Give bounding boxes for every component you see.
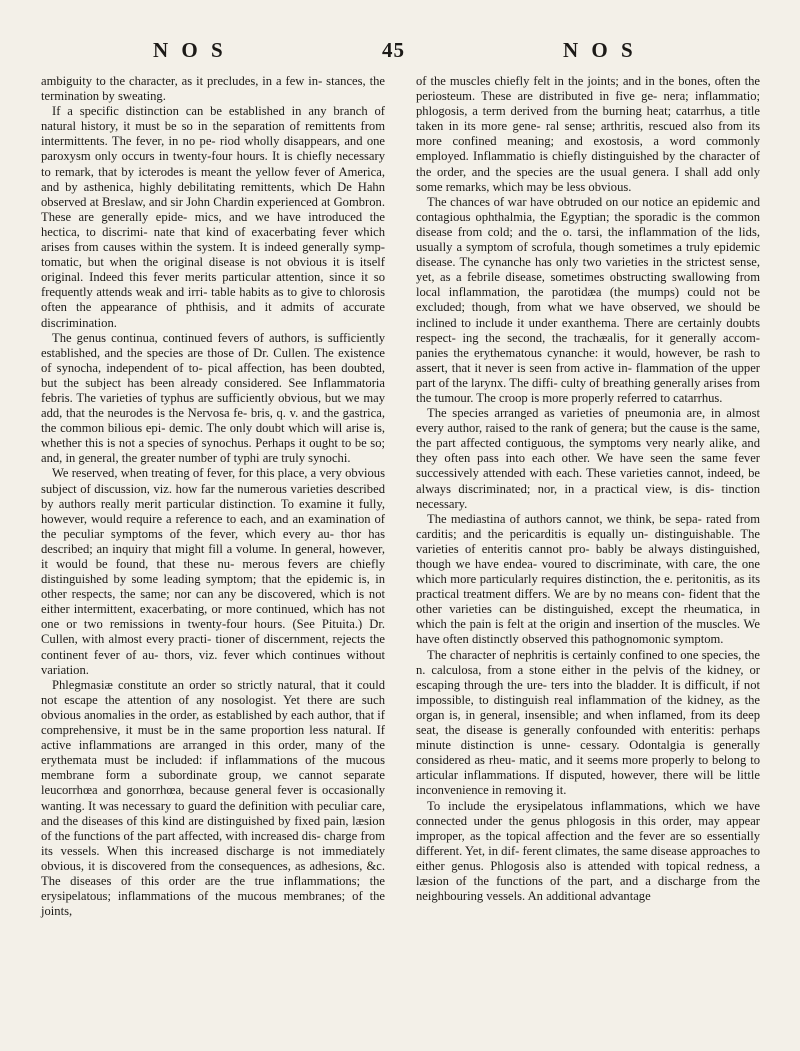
paragraph: The character of nephritis is certainly confined to one species, the n. calculosa, from a stone either in the pelvis of the kidney, or escaping through the ure- ters into the bladder. It is difficult, if not impossible, to distinguish real inflammation of the kidney, as the organ is, in general, insensible; and when inflamed, from its deep seat, the disease is generally confounded with enteritis: perhaps minute distinction is unne- cessary. Odontalgia is generally considered as rheu- matic, and it seems more properly to belong to articular inflammations. If disputed, however, there will be little inconvenience in removing it.: [416, 647, 760, 798]
paragraph: If a specific distinction can be established in any branch of natural history, it must be so in the separation of remittents from intermittents. The fever, in no pe- riod wholly disappears, and one paroxysm only occurs in twenty-four hours. It is chiefly necessary to remark, that by icterodes is meant the yellow fever of America, and by asthenica, highly debilitating remittents, which De Hahn observed at Breslaw, and sir John Chardin experienced at Gombron. These are generally epide- mics, and we have introduced the hectica, to discrimi- nate that kind of exacerbating fever which arises from causes within the system. It is indeed generally symp- tomatic, but when the original disease is not obvious it is itself original. Indeed this fever merits particular attention, since it so frequently attends weak and irri- table habits as to give to chlorosis often the appearance of phthisis, and it admits of accurate discrimination.: [41, 104, 385, 330]
right-column: [416, 74, 760, 904]
paragraph: The genus continua, continued fevers of authors, is sufficiently established, and the species are those of Dr. Cullen. The existence of synocha, independent of to- pical affection, has been doubted, but the subject has been already considered. See Inflammatoria febris. The varieties of typhus are sufficiently obvious, but we may add, that the neurodes is the Nervosa fe- bris, q. v. and the gastrica, the common bilious epi- demic. The only doubt which will arise is, whether this is not a species of synochus. Perhaps it ought to be so; and, in general, the greater number of typhi are truly synochi.: [41, 330, 385, 466]
header-right-word: N O S: [563, 38, 637, 62]
running-header: [0, 38, 800, 62]
paragraph: Phlegmasiæ constitute an order so strictly natural, that it could not escape the attention of any nosologist. Yet there are such obvious anomalies in the order, as established by each author, that if comprehensive, it must be in the same proportion less natural. If active inflammations are arranged in this order, many of the erythemata must be included: if inflammations of the mucous membrane form a subordinate group, we cannot separate leucorrhœa and gonorrhœa, because general fever is occasionally wanting. It was necessary to guard the definition with peculiar care, and the diseases of this kind are distinguished by fixed pain, læsion of the functions of the part affected, with increased dis- charge from its vessels. When this increased discharge is not immediately obvious, it is discovered from the consequences, as adhesions, &c. The diseases of this order are the true inflammations; the erysipelatous; inflammations of the mucous membranes; of the joints,: [41, 677, 385, 919]
paragraph: ambiguity to the character, as it precludes, in a few in- stances, the termination by sweating.: [41, 74, 385, 104]
paragraph: We reserved, when treating of fever, for this place, a very obvious subject of discussion, viz. how far the numerous varieties described by authors really merit particular distinction. To examine it fully, however, would require a reference to each, and an examination of the peculiar symptoms of the fever, which every au- thor has described; an inquiry that might fill a volume. In general, however, it would be found, that these nu- merous fevers are chiefly distinguished by some leading symptom; that the epidemic is, in other respects, the same; nor can any be discovered, which is not either intermittent, exacerbating, or more continued, which has not one or two remissions in twenty-four hours. (See Pituita.) Dr. Cullen, with almost every practi- tioner of discernment, rejects the continent fever of au- thors, viz. fever which continues without variation.: [41, 466, 385, 677]
paragraph: The chances of war have obtruded on our notice an epidemic and contagious ophthalmia, the Egyptian; the sporadic is the common disease from cold; and the o. tarsi, the inflammation of the lids, usually a symptom of scrofula, though sometimes a truly epidemic disease. The cynanche has only two varieties in the strictest sense, yet, as a febrile disease, sometimes obstructing swallowing from local inflammation, the parotidæa (the mumps) could not be excluded; though, from what we have observed, we should be inclined to include it under exanthema. There are certainly doubts respect- ing the second, the trachæalis, for it generally accom- panies the erythematous cynanche: it would, however, be rash to assert, that it never is seen from active in- flammation of the upper part of the larynx. The diffi- culty of breathing generally arises from the tumour. The croop is more properly referred to catarrhus.: [416, 194, 760, 405]
header-left-word: N O S: [153, 38, 227, 62]
paragraph: To include the erysipelatous inflammations, which we have connected under the genus phlogosis in this order, may appear improper, as the topical affection and the fever are so essentially different. Yet, in dif- ferent climates, the same disease approaches to either genus. Phlogosis also is attended with topical redness, a læsion of the functions of the part, and a discharge from the neighbouring vessels. An additional advantage: [416, 798, 760, 904]
left-column: [41, 74, 385, 919]
paragraph: of the muscles chiefly felt in the joints; and in the bones, often the periosteum. These are distributed in five ge- nera; inflammatio; phlogosis, a term derived from the burning heat; catarrhus, a title taken in its more gene- ral sense; arthritis, rescued also from its more confined meaning; and exostosis, a word commonly employed. Inflammatio is chiefly distinguished by the character of the order, and the species are the usual genera. I shall add only some remarks, which may be less obvious.: [416, 74, 760, 194]
paragraph: The species arranged as varieties of pneumonia are, in almost every author, raised to the rank of genera; but the cause is the same, the part affected contiguous, the symptoms very nearly alike, and they often pass into each other. We have seen the same fever successively attended with each. These varieties cannot, indeed, be always discriminated; nor, in a practical view, is dis- tinction necessary.: [416, 406, 760, 511]
paragraph: The mediastina of authors cannot, we think, be sepa- rated from carditis; and the pericarditis is equally un- distinguishable. The varieties of enteritis cannot pro- bably be always distinguished, though we have endea- voured to discriminate, with care, the one which more particularly requires distinction, the e. peritonitis, as its practical treatment differs. We are by no means con- fident that the other varieties can be distinguished, except the rheumatica, in which the pain is felt at the origin and insertion of the muscles. We have often distinctly observed this pathognomonic symptom.: [416, 511, 760, 647]
page-number: 45: [382, 38, 405, 62]
